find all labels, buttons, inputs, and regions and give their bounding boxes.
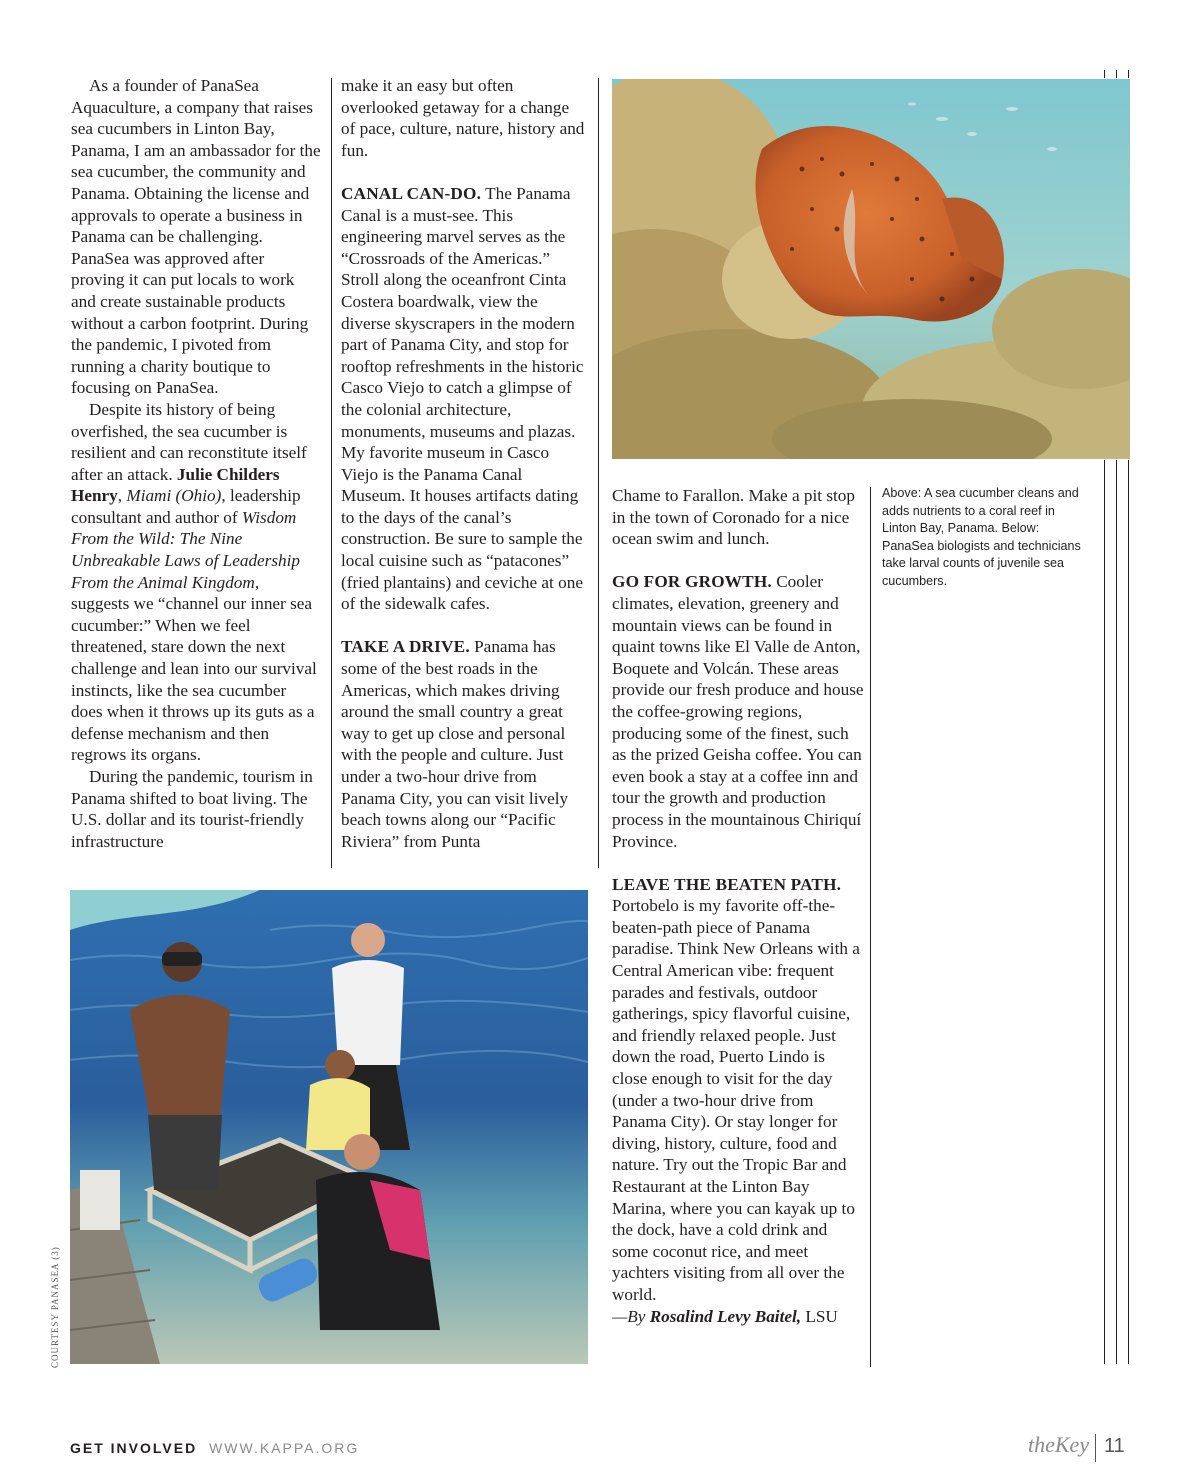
book-title: Wisdom From the Wild: The Nine Unbreakable Laws of Leadership From the Animal Kingdom (71, 507, 301, 592)
footer-divider (1095, 1434, 1096, 1462)
magazine-logo: theKey (1028, 1432, 1090, 1457)
body-paragraph: During the pandemic, tourism in Panama shifted to boat living. The U.S. dollar and its tourist-friendly infrastructure (71, 767, 313, 851)
article-column-1 (71, 75, 321, 852)
column-rule (598, 78, 599, 868)
decorative-rule (1104, 460, 1105, 1364)
column-rule (870, 487, 871, 1367)
section-growth: GO FOR GROWTH. Cooler climates, elevation, greenery and mountain views can be found in quaint towns like El Valle de Anton, Boquete and Volcán. These areas provide our fresh produce and house the coffee-growing regions, producing some of the finest, such as the prized Geisha coffee. You can even book a stay at a coffee inn and tour the growth and production process in the mountainous Chiriquí Province. (612, 572, 864, 851)
decorative-rule (1128, 460, 1129, 1364)
team-photo (70, 890, 588, 1364)
author-school: Miami (Ohio) (126, 486, 222, 506)
decorative-rule (1116, 70, 1117, 78)
byline: —By Rosalind Levy Baitel, LSU (612, 1306, 838, 1326)
body-paragraph: Chame to Farallon. Make a pit stop in the town of Coronado for a nice ocean swim and lunch. (612, 486, 855, 549)
website-link[interactable]: WWW.KAPPA.ORG (209, 1440, 360, 1456)
section-heading: CANAL CAN-DO. (341, 183, 482, 203)
footer-left (70, 1440, 359, 1456)
section-heading: LEAVE THE BEATEN PATH. (612, 874, 842, 894)
section-beaten-path: LEAVE THE BEATEN PATH. Portobelo is my favorite off-the-beaten-path piece of Panama paradise. Think New Orleans with a Central American vibe: frequent parades and festivals, outdoor gatherings, spicy flavorful cuisine, and friendly relaxed people. Just down the road, Puerto Lindo is close enough to visit for the day (under a two-hour drive from Panama City). Or stay longer for diving, history, culture, food and nature. Try out the Tropic Bar and Restaurant at the Linton Bay Marina, where you can kayak up to the dock, have a cold drink and some coconut rice, and meet yachters visiting from all over the world. (612, 874, 860, 1304)
body-paragraph: Despite its history of being overfished, the sea cucumber is resilient and can reconstitute itself after an attack. Julie Childers Henry, Miami (Ohio), leadership consultant and author of Wisdom From the Wild: The Nine Unbreakable Laws of Leadership From the Animal Kingdom, suggests we “channel our inner sea cucumber:” When we feel threatened, stare down the next challenge and lean into our survival instincts, like the sea cucumber does when it throws up its guts as a defense mechanism and then regrows its organs. (71, 399, 317, 765)
sea-cucumber-photo (612, 79, 1130, 459)
section-heading: GO FOR GROWTH. (612, 572, 772, 592)
article-column-3 (612, 485, 864, 1327)
article-column-2 (341, 75, 587, 852)
byline-author: Rosalind Levy Baitel, (649, 1306, 802, 1326)
decorative-rule (1128, 70, 1129, 78)
photo-caption: Above: A sea cucumber cleans and adds nutrients to a coral reef in Linton Bay, Panama. Below: PanaSea biologists and technicians take larval counts of juvenile sea cucumbers. (882, 486, 1081, 588)
section-label: GET INVOLVED (70, 1440, 198, 1456)
column-rule (331, 78, 332, 868)
page-number: 11 (1104, 1435, 1125, 1457)
body-paragraph: As a founder of PanaSea Aquaculture, a company that raises sea cucumbers in Linton Bay, Panama, I am an ambassador for the sea cucumber, the community and Panama. Obtaining the license and approvals to operate a business in Panama can be challenging. PanaSea was approved after proving it can put locals to work and create sustainable products without a carbon footprint. During the pandemic, I pivoted from running a charity boutique to focusing on PanaSea. (71, 76, 321, 398)
photo-credit: COURTESY PANASEA (3) (50, 1246, 60, 1368)
section-canal: CANAL CAN-DO. The Panama Canal is a must-see. This engineering marvel serves as the “Crossroads of the Americas.” Stroll along the oceanfront Cinta Costera boardwalk, view the diverse skyscrapers in the modern part of Panama City, and stop for rooftop refreshments in the historic Casco Viejo to catch a glimpse of the colonial architecture, monuments, museums and plazas. My favorite museum in Casco Viejo is the Panama Canal Museum. It houses artifacts dating to the days of the canal’s construction. Be sure to sample the local cuisine such as “patacones” (fried plantains) and ceviche at one of the sidewalk cafes. (341, 183, 584, 614)
decorative-rule (1116, 460, 1117, 1364)
section-heading: TAKE A DRIVE. (341, 637, 470, 657)
decorative-rule (1104, 70, 1105, 78)
quoted-author: Julie Childers Henry (71, 464, 280, 506)
body-paragraph: make it an easy but often overlooked getaway for a change of pace, culture, nature, history and fun. (341, 76, 585, 160)
section-drive: TAKE A DRIVE. Panama has some of the best roads in the Americas, which makes driving around the small country a great way to get up close and personal with the people and culture. Just under a two-hour drive from Panama City, you can visit lively beach towns along our “Pacific Riviera” from Punta (341, 637, 569, 851)
